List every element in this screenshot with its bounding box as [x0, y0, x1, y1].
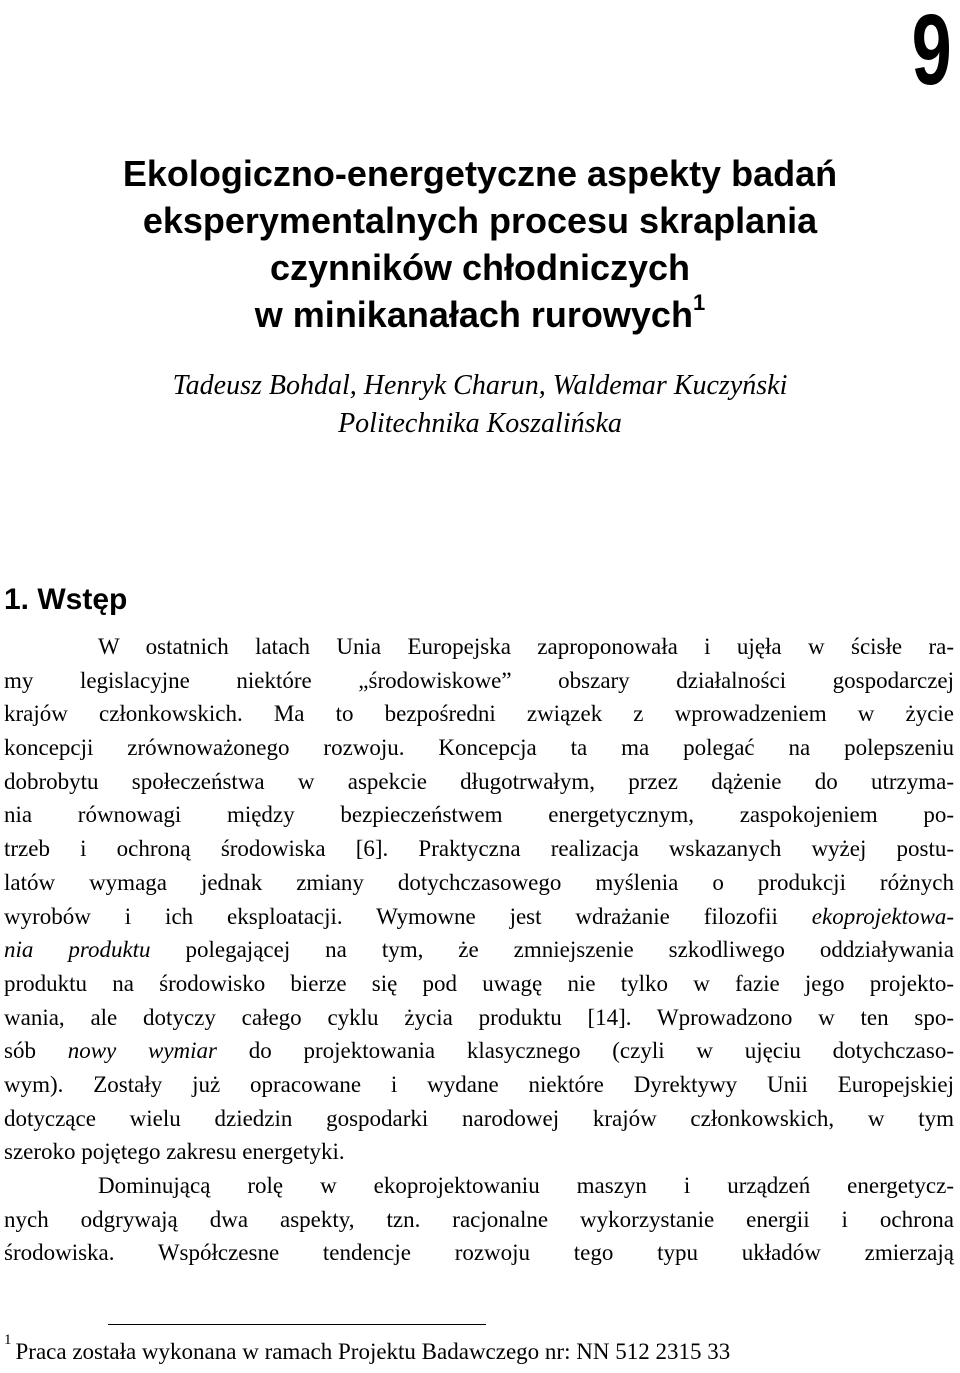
emphasized-term: nia produktu — [4, 937, 151, 963]
paragraph-line: wania, ale dotyczy całego cyklu życia produktu [14]. Wprowadzono w ten spo- — [4, 1004, 954, 1030]
paragraph-line: szeroko pojętego zakresu energetyki. — [4, 1139, 345, 1165]
paragraph-line: latów wymaga jednak zmiany dotychczasowego myślenia o produkcji różnych — [4, 869, 954, 895]
paragraph-line: Dominującą rolę w ekoprojektowaniu maszyn i urządzeń energetycz- — [98, 1173, 954, 1198]
line-text: sób — [4, 1038, 68, 1064]
paragraph-line: my legislacyjne niektóre „środowiskowe” obszary działalności gospodarczej — [4, 667, 954, 693]
paragraph-line — [4, 1034, 954, 1068]
title-line: eksperymentalnych procesu skraplania — [142, 200, 818, 241]
line-text: do projektowania klasycznego (czyli w ujęciu dotychczaso- — [217, 1038, 954, 1064]
emphasized-term: nowy wymiar — [67, 1038, 218, 1064]
paragraph-line: wym). Zostały już opracowane i wydane niektóre Dyrektywy Unii Europejskiej — [4, 1071, 954, 1097]
paragraph-line: koncepcji zrównoważonego rozwoju. Koncepcja ta ma polegać na polepszeniu — [4, 735, 954, 761]
paragraph-line: nych odgrywają dwa aspekty, tzn. racjonalne wykorzystanie energii i ochrona — [4, 1206, 954, 1232]
author-block — [40, 367, 920, 443]
section-heading: 1. Wstęp — [4, 583, 128, 616]
title-footnote-mark: 1 — [692, 290, 706, 315]
page-title — [40, 150, 920, 338]
authors: Tadeusz Bohdal, Henryk Charun, Waldemar Kuczyński — [172, 370, 788, 401]
footnote-divider — [108, 1324, 486, 1325]
footnote-text: Praca została wykonana w ramach Projektu Badawczego nr: NN 512 2315 33 — [15, 1339, 731, 1364]
paragraph-line: dotyczące wielu dziedzin gospodarki narodowej krajów członkowskich, w tym — [4, 1105, 954, 1131]
paragraph-line: środowiska. Współczesne tendencje rozwoju tego typu układów zmierzają — [4, 1240, 954, 1266]
footnote-mark: 1 — [4, 1332, 12, 1349]
paragraph-line: produktu na środowisko bierze się pod uwagę nie tylko w fazie jego projekto- — [4, 970, 954, 996]
title-line: Ekologiczno-energetyczne aspekty badań — [122, 153, 838, 194]
title-line — [40, 291, 920, 338]
footnote — [4, 1332, 731, 1368]
chapter-number: 9 — [911, 0, 952, 106]
paragraph-line — [4, 933, 954, 967]
paragraph-line: W ostatnich latach Unia Europejska zaproponowała i ujęła w ścisłe ra- — [98, 634, 954, 659]
line-text: polegającej na tym, że zmniejszenie szkodliwego oddziaływania — [150, 937, 954, 963]
emphasized-term: ekoprojektowa- — [811, 903, 954, 929]
paragraph-line: nia równowagi między bezpieczeństwem energetycznym, zaspokojeniem po- — [4, 802, 954, 828]
paragraph-line — [4, 900, 954, 934]
paragraph-line: dobrobytu społeczeństwa w aspekcie długotrwałym, przez dążenie do utrzyma- — [4, 768, 954, 794]
paragraph-line: trzeb i ochroną środowiska [6]. Praktyczna realizacja wskazanych wyżej postu- — [4, 836, 954, 862]
title-line: czynników chłodniczych — [269, 247, 691, 288]
title-line-text: w minikanałach rurowych — [254, 294, 693, 335]
affiliation: Politechnika Koszalińska — [338, 408, 622, 439]
paragraph-line: krajów członkowskich. Ma to bezpośredni związek z wprowadzeniem w życie — [4, 701, 954, 727]
body-text — [4, 630, 954, 1270]
line-text: wyrobów i ich eksploatacji. Wymowne jest wdrażanie filozofii — [4, 903, 812, 929]
